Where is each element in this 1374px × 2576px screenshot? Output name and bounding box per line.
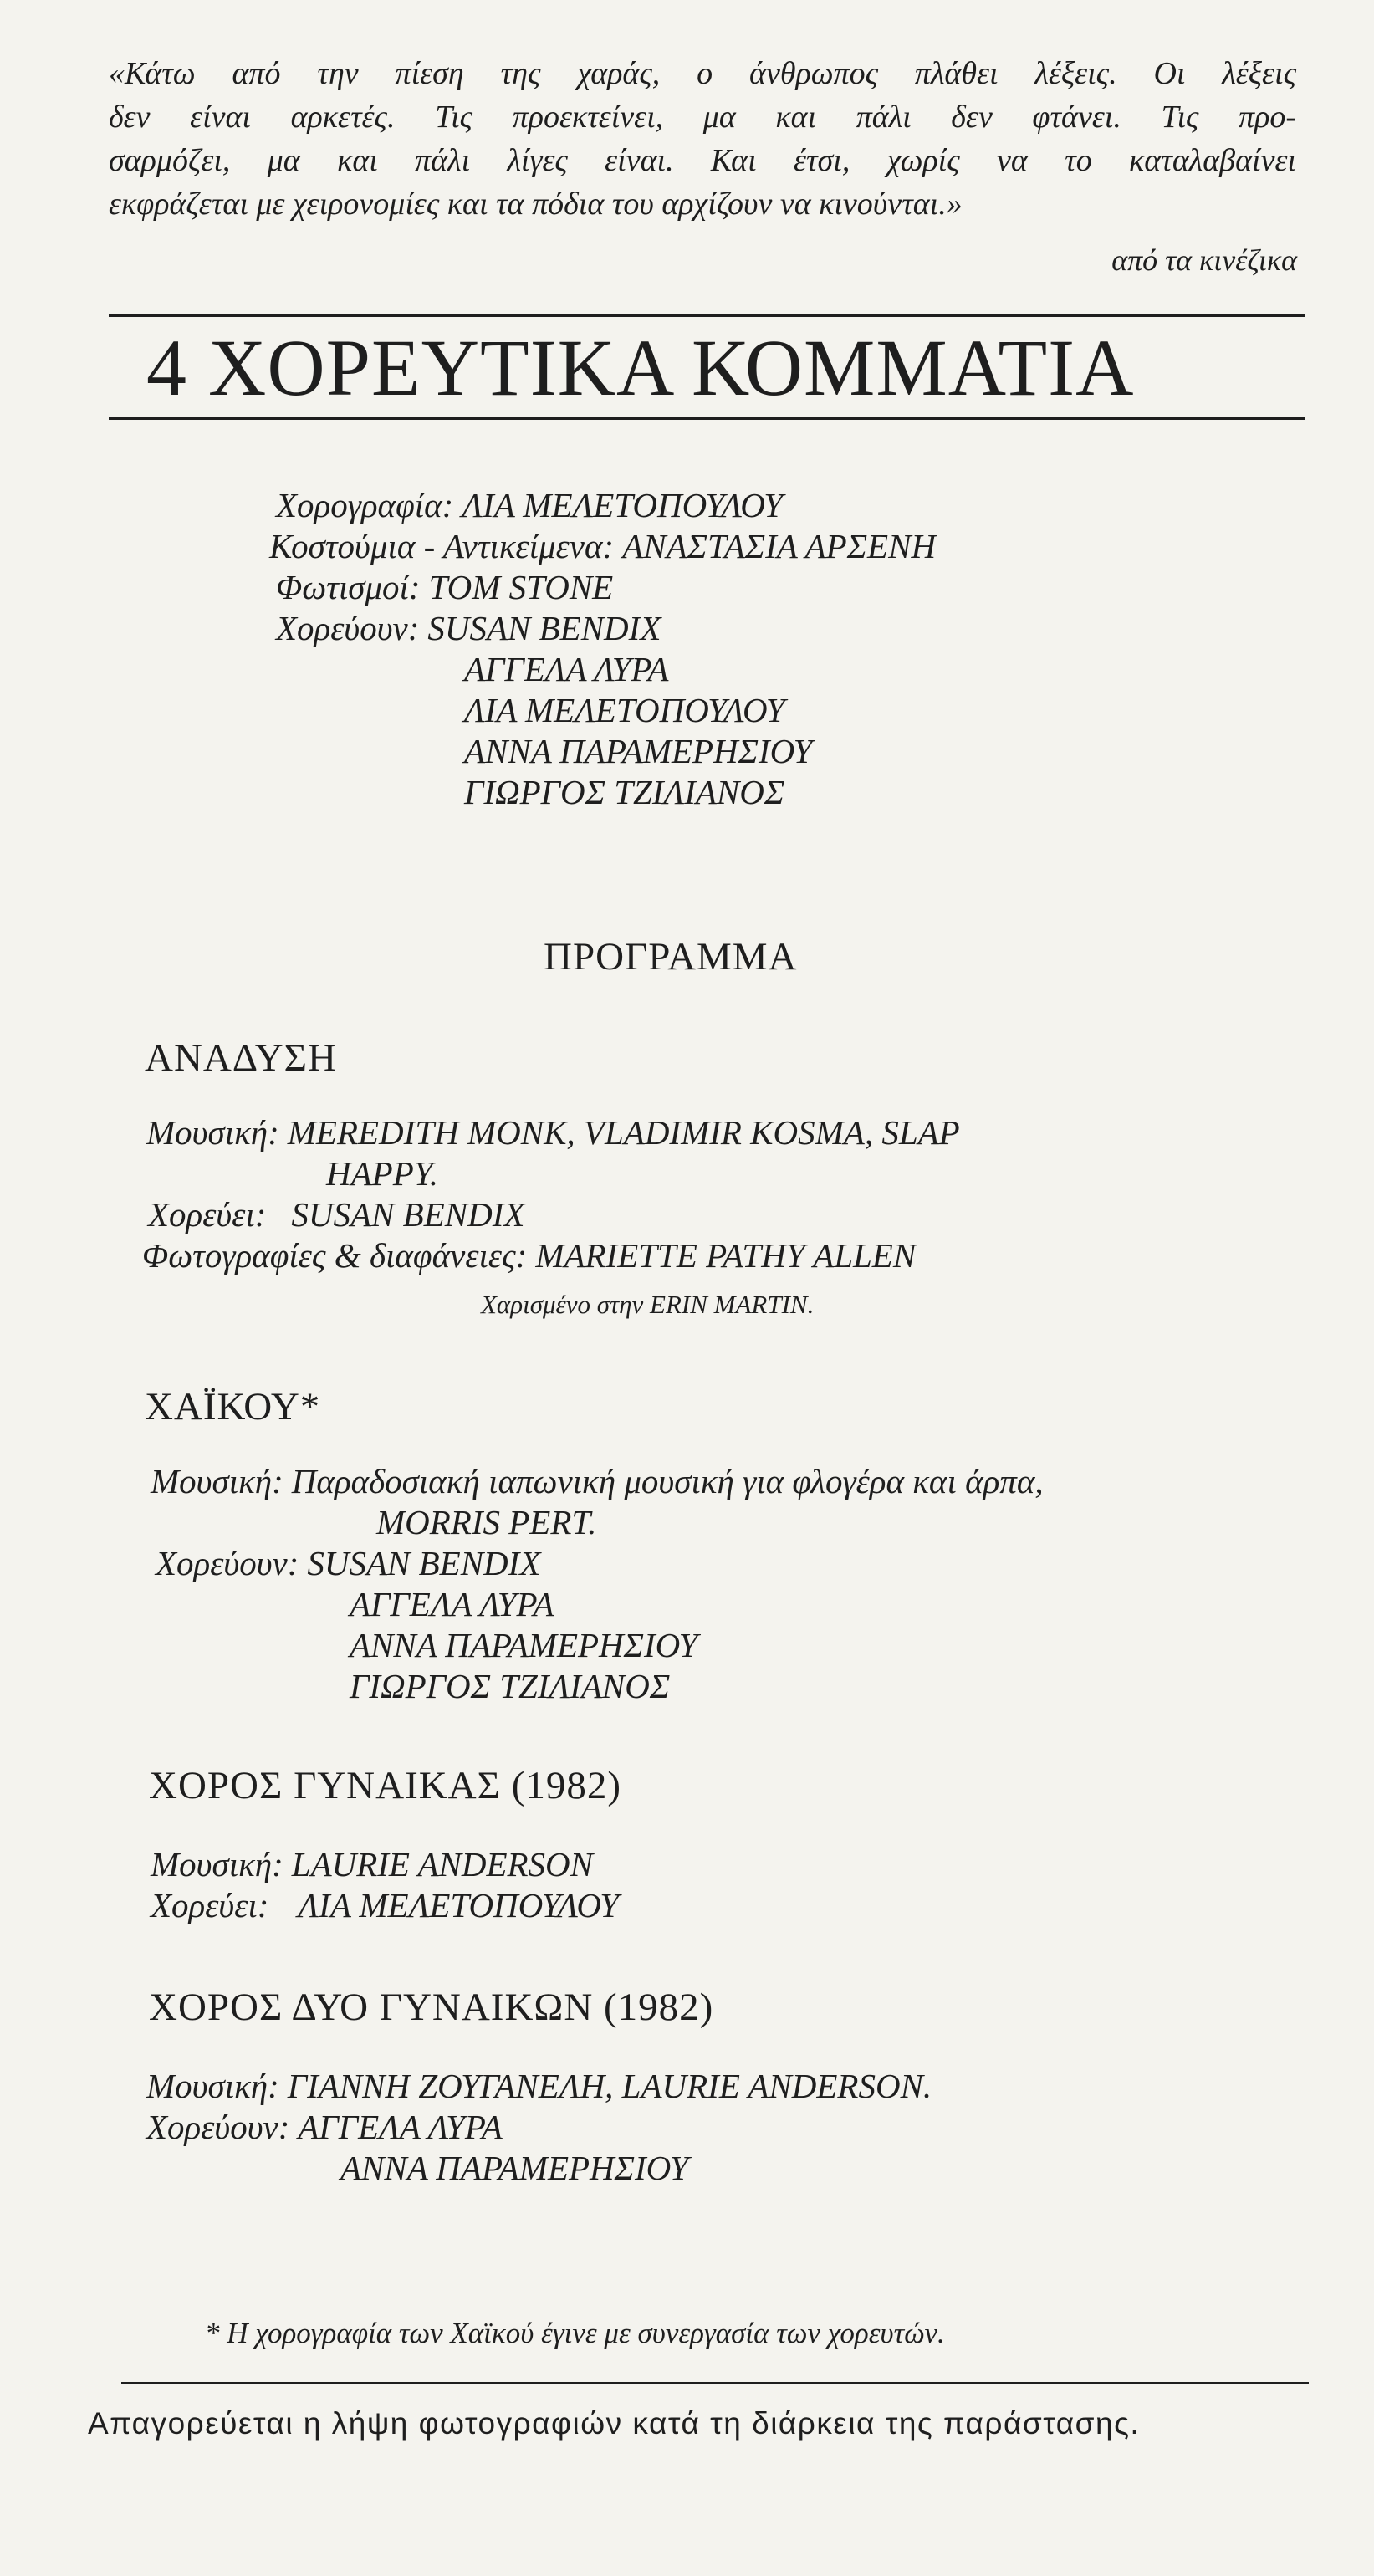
credit-row-dancers [276,608,936,649]
program-heading: ΠΡΟΓΡΑΜΜΑ [544,935,798,979]
dancer-name: ΑΓΓΕΛΑ ΛΥΡΑ [298,2108,503,2146]
credit-row-lighting [276,567,936,608]
piece-title: ΑΝΑΔΥΣΗ [145,1036,337,1080]
piece-title: ΧΟΡΟΣ ΔΥΟ ΓΥΝΑΙΚΩΝ (1982) [149,1986,714,2029]
dancer-name: ΑΓΓΕΛΑ ΛΥΡΑ [350,1585,554,1623]
dancer-name: ΑΝΝΑ ΠΑΡΑΜΕΡΗΣΙΟΥ [464,732,813,770]
title-top-rule [109,314,1305,317]
quote-line: «Κάτω από την πίεση της χαράς, ο άνθρωπος πλάθει λέξεις. Οι λέξεις [109,56,1296,91]
dancers-label: Χορεύει: [151,1886,269,1924]
quote-line: δεν είναι αρκετές. Τις προεκτείνει, μα και πάλι δεν φτάνει. Τις προ- [109,100,1296,135]
dancer-name: ΓΙΩΡΓΟΣ ΤΖΙΛΙΑΝΟΣ [350,1667,671,1705]
dancer-name: ΑΝΝΑ ΠΑΡΑΜΕΡΗΣΙΟΥ [350,1626,698,1664]
music-value: MEREDITH MONK, VLADIMIR KOSMA, SLAP [287,1113,960,1152]
dancer-name: ΑΓΓΕΛΑ ΛΥΡΑ [464,650,669,688]
quote-line: εκφράζεται με χειρονομίες και τα πόδια του αρχίζουν να κινούνται.» [109,187,963,222]
dancer-name: ΛΙΑ ΜΕΛΕΤΟΠΟΥΛΟΥ [464,691,785,729]
music-label: Μουσική: [151,1462,283,1500]
music-value: ΓΙΑΝΝΗ ΖΟΥΓΑΝΕΛΗ, LAURIE ANDERSON. [287,2067,932,2105]
dancer-name: SUSAN BENDIX [307,1544,541,1582]
music-value: LAURIE ANDERSON [291,1845,594,1883]
piece-2-details [151,1461,1044,1707]
credit-row-choreography [276,485,936,526]
music-label: Μουσική: [146,2067,279,2105]
footer-rule [121,2382,1309,2384]
dancer-name: ΑΝΝΑ ΠΑΡΑΜΕΡΗΣΙΟΥ [340,2149,689,2187]
quote-source: από τα κινέζικα [1111,243,1297,277]
credit-value: TOM STONE [428,568,614,606]
credit-label: Χορεύουν: [276,609,420,647]
music-value-cont: MORRIS PERT. [376,1503,597,1541]
piece-title: ΧΟΡΟΣ ΓΥΝΑΙΚΑΣ (1982) [149,1764,622,1807]
credits [269,485,937,813]
dancer-name: SUSAN BENDIX [291,1195,525,1234]
dancer-name: ΓΙΩΡΓΟΣ ΤΖΙΛΙΑΝΟΣ [464,773,785,811]
dancers-label: Χορεύουν: [156,1544,299,1582]
photos-label: Φωτογραφίες & διαφάνειες: [142,1236,528,1275]
music-value-cont: HAPPY. [326,1154,439,1193]
credit-value: SUSAN BENDIX [427,609,661,647]
dancers-label: Χορεύει: [148,1195,267,1234]
page-title: 4 ΧΟΡΕΥΤΙΚΑ ΚΟΜΜΑΤΙΑ [146,323,1135,412]
credit-row-costumes [269,526,936,567]
piece-3-details [151,1844,619,1926]
credit-value: ΑΝΑΣΤΑΣΙΑ ΑΡΣΕΝΗ [622,527,937,565]
music-label: Μουσική: [146,1113,279,1152]
title-bottom-rule [109,417,1305,420]
dedication: Χαρισμένο στην ERIN MARTIN. [481,1290,815,1319]
credit-label: Κοστούμια - Αντικείμενα: [269,527,615,565]
photos-value: MARIETTE PATHY ALLEN [535,1236,917,1275]
credit-value: ΛΙΑ ΜΕΛΕΤΟΠΟΥΛΟΥ [462,486,784,524]
dancers-label: Χορεύουν: [146,2108,290,2146]
quote-line: σαρμόζει, μα και πάλι λίγες είναι. Και έτσι, χωρίς να το καταλαβαίνει [109,143,1296,178]
opening-quote [109,52,1296,226]
piece-4-details [146,2066,932,2189]
piece-1-details [142,1112,960,1276]
credit-label: Φωτισμοί: [276,568,421,606]
piece-title: ΧΑΪΚΟΥ* [145,1385,321,1429]
footnote: * Η χορογραφία των Χαϊκού έγινε με συνεργασία των χορευτών. [205,2317,945,2349]
music-value: Παραδοσιακή ιαπωνική μουσική για φλογέρα και άρπα, [291,1462,1044,1500]
photo-prohibition-notice: Απαγορεύεται η λήψη φωτογραφιών κατά τη διάρκεια της παράστασης. [88,2406,1141,2441]
dancer-name: ΛΙΑ ΜΕΛΕΤΟΠΟΥΛΟΥ [298,1886,620,1924]
credit-label: Χορογραφία: [276,486,454,524]
music-label: Μουσική: [151,1845,283,1883]
